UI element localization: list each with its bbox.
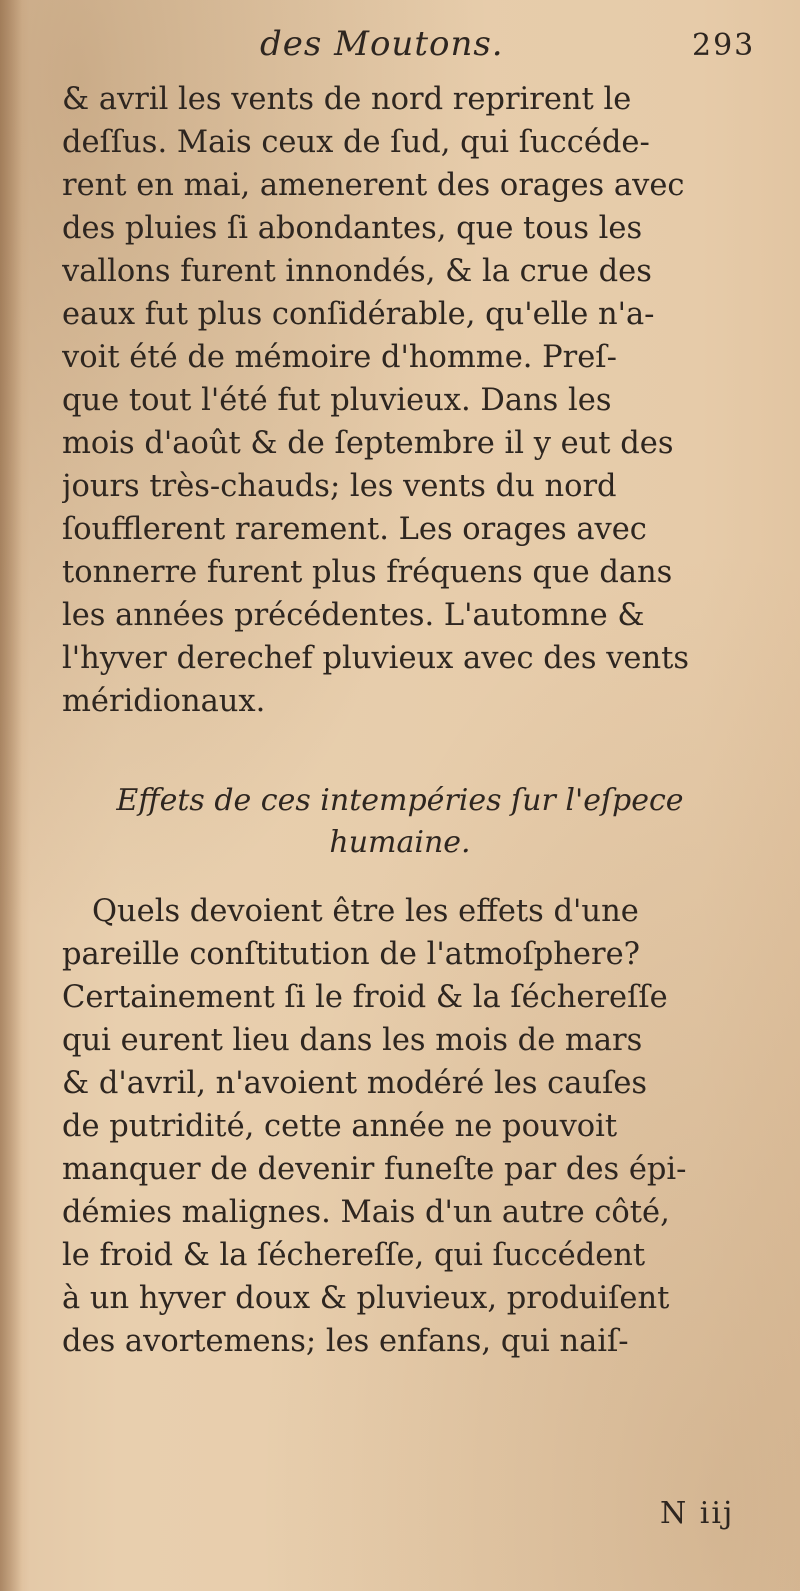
- text-line: qui eurent lieu dans les mois de mars: [62, 1023, 643, 1058]
- text-line: l'hyver derechef pluvieux avec des vents: [62, 641, 690, 676]
- text-line: mois d'août & de ſeptembre il y eut des: [62, 426, 674, 461]
- signature-mark: N iij: [660, 1496, 735, 1531]
- text-line: de putridité, cette année ne pouvoit: [62, 1109, 618, 1144]
- text-line: pareille conſtitution de l'atmoſphere?: [62, 937, 640, 972]
- text-line: méridionaux.: [62, 684, 266, 719]
- text-line: & avril les vents de nord reprirent le: [62, 82, 632, 117]
- paragraph-weather: [62, 78, 762, 723]
- text-line: voit été de mémoire d'homme. Preſ-: [62, 340, 617, 375]
- page-header: [0, 24, 800, 74]
- text-line: que tout l'été fut pluvieux. Dans les: [62, 383, 612, 418]
- text-line: Quels devoient être les effets d'une: [92, 894, 639, 929]
- text-line: le froid & la ſéchereſſe, qui ſuccédent: [62, 1238, 646, 1273]
- text-line: les années précédentes. L'automne &: [62, 598, 645, 633]
- text-line: rent en mai, amenerent des orages avec: [62, 168, 685, 203]
- section-heading: Effets de ces intempéries ſur l'eſpece: [116, 783, 684, 818]
- section-heading-continued: humaine.: [329, 825, 471, 860]
- text-line: jours très-chauds; les vents du nord: [62, 469, 617, 504]
- text-line: démies malignes. Mais d'un autre côté,: [62, 1195, 670, 1230]
- text-line: & d'avril, n'avoient modéré les cauſes: [62, 1066, 648, 1101]
- text-line: à un hyver doux & pluvieux, produiſent: [62, 1281, 670, 1316]
- text-line: manquer de devenir funeſte par des épi-: [62, 1152, 687, 1187]
- text-line: eaux fut plus conſidérable, qu'elle n'a-: [62, 297, 655, 332]
- text-line: ſoufflerent rarement. Les orages avec: [62, 512, 647, 547]
- text-line: Certainement ſi le froid & la ſéchereſſe: [62, 980, 668, 1015]
- text-line: tonnerre furent plus fréquens que dans: [62, 555, 673, 590]
- running-head: des Moutons.: [260, 24, 504, 64]
- paragraph-effects: [62, 890, 762, 1363]
- text-line: deſſus. Mais ceux de ſud, qui ſuccéde-: [62, 125, 650, 160]
- text-line: vallons furent innondés, & la crue des: [62, 254, 652, 289]
- page-number: 293: [692, 28, 756, 63]
- text-line: des avortemens; les enfans, qui naiſ-: [62, 1324, 629, 1359]
- text-line: des pluies ſi abondantes, que tous les: [62, 211, 643, 246]
